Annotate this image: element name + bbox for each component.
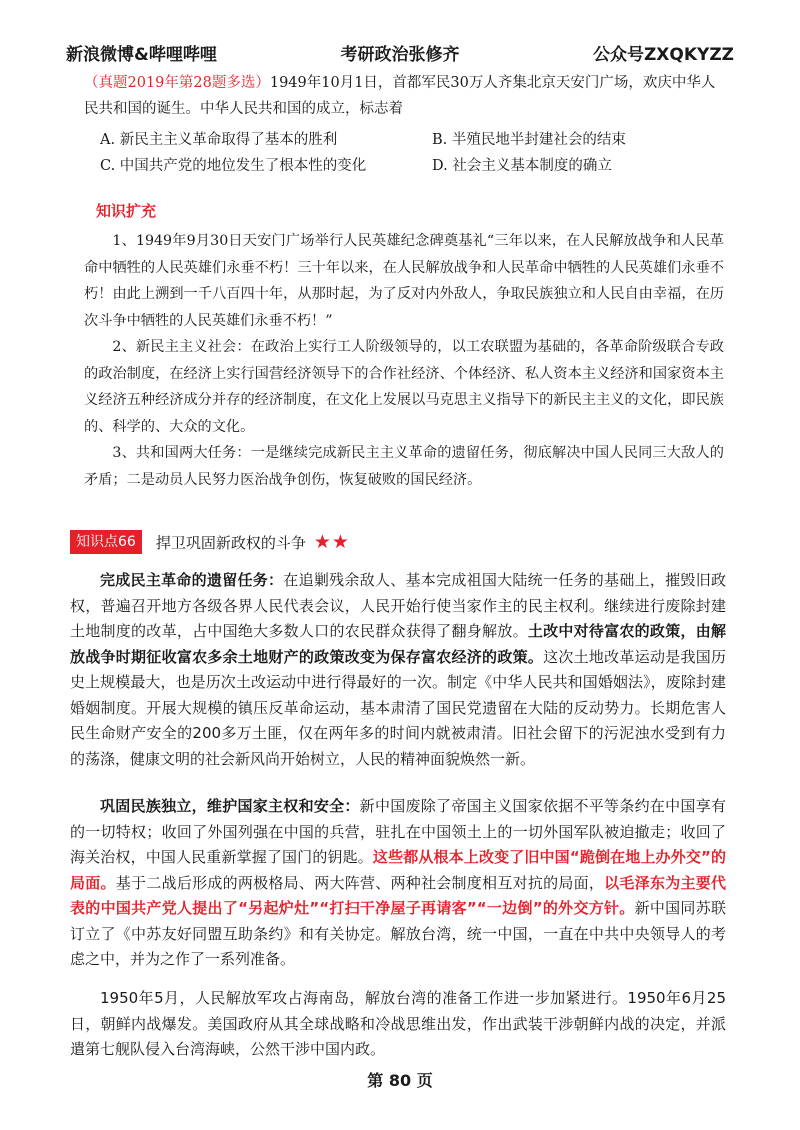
- red-highlight-diplomacy: 这些都从根本上改变了旧中国“跪倒在地上办外交”的局面。: [70, 848, 726, 892]
- question-tag: （真题2019年第28题多选）: [84, 75, 270, 91]
- option-c: C. 中国共产党的地位发生了根本性的变化: [100, 158, 367, 174]
- section-lead-national-independence: 巩固民族独立，维护国家主权和安全：: [100, 797, 360, 815]
- knowledge-item-3: 3、共和国两大任务：一是继续完成新民主主义革命的遗留任务，彻底解决中国人民同三大敌人的矛盾；二是动员人民努力医治战争创伤，恢复破败的国民经济。: [84, 445, 724, 488]
- option-d: D. 社会主义基本制度的确立: [432, 158, 612, 174]
- section-lead-democratic-revolution: 完成民主革命的遗留任务：: [100, 571, 284, 589]
- text-run: 基于二战后形成的两极格局、两大阵营、两种社会制度相互对抗的局面，: [115, 873, 605, 892]
- knowledge-point-title: 捍卫巩固新政权的斗争: [155, 533, 306, 552]
- bold-highlight-rich-peasant-policy: 土改中对待富农的政策，由解放战争时期征收富农多余土地财产的政策改变为保存富农经济的政策。: [70, 622, 726, 666]
- text-run: 新中国废除了帝国主义国家依据不平等条约在中国享有的一切特权；收回了外国列强在中国的兵营，驻扎在中国领土上的一切外国军队被迫撤走；收回了海关治权，中国人民重新掌握了国门的钥匙。: [70, 797, 726, 866]
- importance-stars-icon: ★★: [313, 531, 350, 553]
- option-b: B. 半殖民地半封建社会的结束: [432, 132, 626, 148]
- text-run: 在追剿残余敌人、基本完成祖国大陆统一任务的基础上，摧毁旧政权，普遍召开地方各级各界人民代表会议，人民开始行使当家作主的民主权利。继续进行废除封建土地制度的改革，占中国绝大多数人口的农民群众获得了翻身解放。: [70, 571, 726, 640]
- text-run: 新中国同苏联订立了《中苏友好同盟互助条约》和有关协定。解放台湾，统一中国，一直在中共中央领导人的考虑之中，并为之作了一系列准备。: [70, 899, 726, 968]
- knowledge-point-heading: [70, 529, 350, 555]
- knowledge-point-badge: 知识点66: [70, 530, 142, 554]
- exam-question: [84, 70, 724, 122]
- body-paragraph-2: [70, 794, 726, 973]
- knowledge-extension-body: [84, 228, 724, 493]
- body-paragraph-1: [70, 568, 726, 772]
- header-wechat-account: 公众号ZXQKYZZ: [592, 45, 734, 65]
- knowledge-item-2: 2、新民主主义社会：在政治上实行工人阶级领导的，以工农联盟为基础的，各革命阶级联合专政的政治制度，在经济上实行国营经济领导下的合作社经济、个体经济、私人资本主义经济和国家资本主义经济五种经济成分并存的经济制度，在文化上发展以马克思主义指导下的新民主主义的文化，即民族的、科学的、大众的文化。: [84, 339, 724, 435]
- header-author: 考研政治张修齐: [340, 45, 460, 65]
- knowledge-item-1: 1、1949年9月30日天安门广场举行人民英雄纪念碑奠基礼“三年以来，在人民解放战争和人民革命中牺牲的人民英雄们永垂不朽！三十年以来，在人民解放战争和人民革命中牺牲的人民英雄们永垂不朽！由此上溯到一千八百四十年，从那时起，为了反对内外敌人，争取民族独立和人民自由幸福，在历次斗争中牺牲的人民英雄们永垂不朽！”: [84, 233, 724, 329]
- korean-war-paragraph: 1950年5月，人民解放军攻占海南岛，解放台湾的准备工作进一步加紧进行。1950年6月25日，朝鲜内战爆发。美国政府从其全球战略和冷战思维出发，作出武装干涉朝鲜内战的决定，并派遣第七舰队侵入台湾海峡，公然干涉中国内政。: [70, 989, 726, 1058]
- page-header: [66, 40, 734, 68]
- red-highlight-foreign-policy: 以毛泽东为主要代表的中国共产党人提出了“另起炉灶”“打扫干净屋子再请客”“一边倒”的外交方针。: [70, 873, 726, 917]
- text-run: 这次土地改革运动是我国历史上规模最大，也是历次土改运动中进行得最好的一次。制定《中华人民共和国婚姻法》，废除封建婚姻制度。开展大规模的镇压反革命运动，基本肃清了国民党遗留在大陆的反动势力。长期危害人民生命财产安全的200多万土匪，仅在两年多的时间内就被肃清。旧社会留下的污泥浊水受到有力的荡涤，健康文明的社会新风尚开始树立，人民的精神面貌焕然一新。: [70, 647, 726, 768]
- knowledge-extension-title: 知识扩充: [96, 202, 157, 220]
- header-weibo-bilibili: 新浪微博&哔哩哔哩: [66, 45, 217, 65]
- option-a: A. 新民主主义革命取得了基本的胜利: [100, 132, 338, 148]
- page-number: 第 80 页: [367, 1071, 433, 1090]
- question-stem: 1949年10月1日，首都军民30万人齐集北京天安门广场，欢庆中华人民共和国的诞生。中华人民共和国的成立，标志着: [84, 75, 716, 117]
- body-paragraph-3: [70, 986, 726, 1063]
